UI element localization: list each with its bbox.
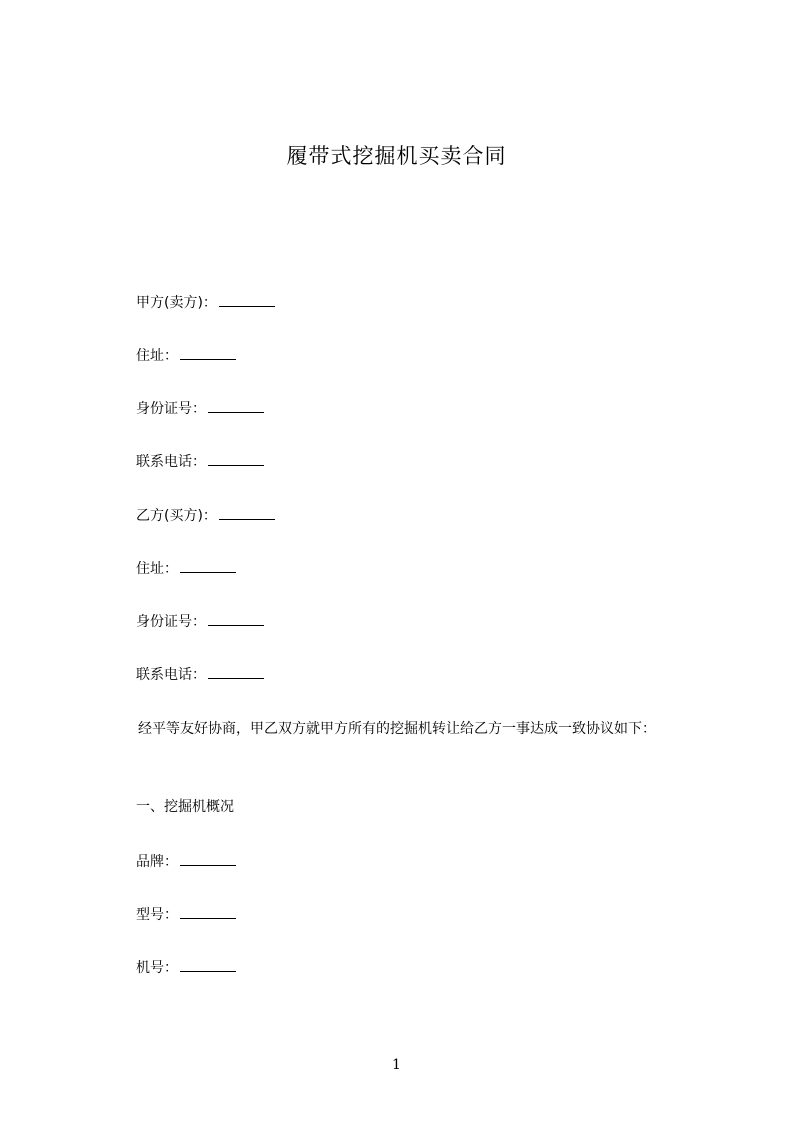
section-heading-overview: 一、挖掘机概况 [136, 799, 234, 815]
party-a-id-field [136, 398, 264, 419]
party-a-blank [219, 292, 275, 307]
model-label: 型号： [136, 907, 178, 923]
party-b-buyer-field [136, 505, 275, 526]
party-a-phone-blank [208, 451, 264, 466]
document-title: 履带式挖掘机买卖合同 [286, 144, 507, 168]
party-b-blank [219, 505, 275, 520]
party-b-phone-field [136, 664, 264, 685]
party-a-address-blank [180, 345, 236, 360]
party-a-phone-field [136, 451, 264, 472]
party-b-address-field [136, 558, 236, 579]
page-number: 1 [392, 1057, 401, 1073]
model-blank [180, 904, 236, 919]
brand-label: 品牌： [136, 854, 178, 870]
party-a-label: 甲方(卖方)： [136, 295, 217, 311]
model-field [136, 904, 236, 925]
party-a-seller-field [136, 292, 275, 313]
party-b-label: 乙方(买方)： [136, 508, 217, 524]
serial-blank [180, 957, 236, 972]
party-a-address-label: 住址： [136, 348, 178, 364]
party-a-id-blank [208, 398, 264, 413]
brand-blank [180, 851, 236, 866]
party-b-id-label: 身份证号： [136, 614, 206, 630]
party-b-phone-label: 联系电话： [136, 667, 206, 683]
party-a-address-field [136, 345, 236, 366]
serial-field [136, 957, 236, 978]
party-a-id-label: 身份证号： [136, 401, 206, 417]
party-b-id-field [136, 611, 264, 632]
party-b-address-blank [180, 558, 236, 573]
party-a-phone-label: 联系电话： [136, 454, 206, 470]
brand-field [136, 851, 236, 872]
serial-label: 机号： [136, 960, 178, 976]
party-b-address-label: 住址： [136, 561, 178, 577]
party-b-id-blank [208, 611, 264, 626]
agreement-paragraph: 经平等友好协商，甲乙双方就甲方所有的挖掘机转让给乙方一事达成一致协议如下： [138, 721, 656, 737]
party-b-phone-blank [208, 664, 264, 679]
